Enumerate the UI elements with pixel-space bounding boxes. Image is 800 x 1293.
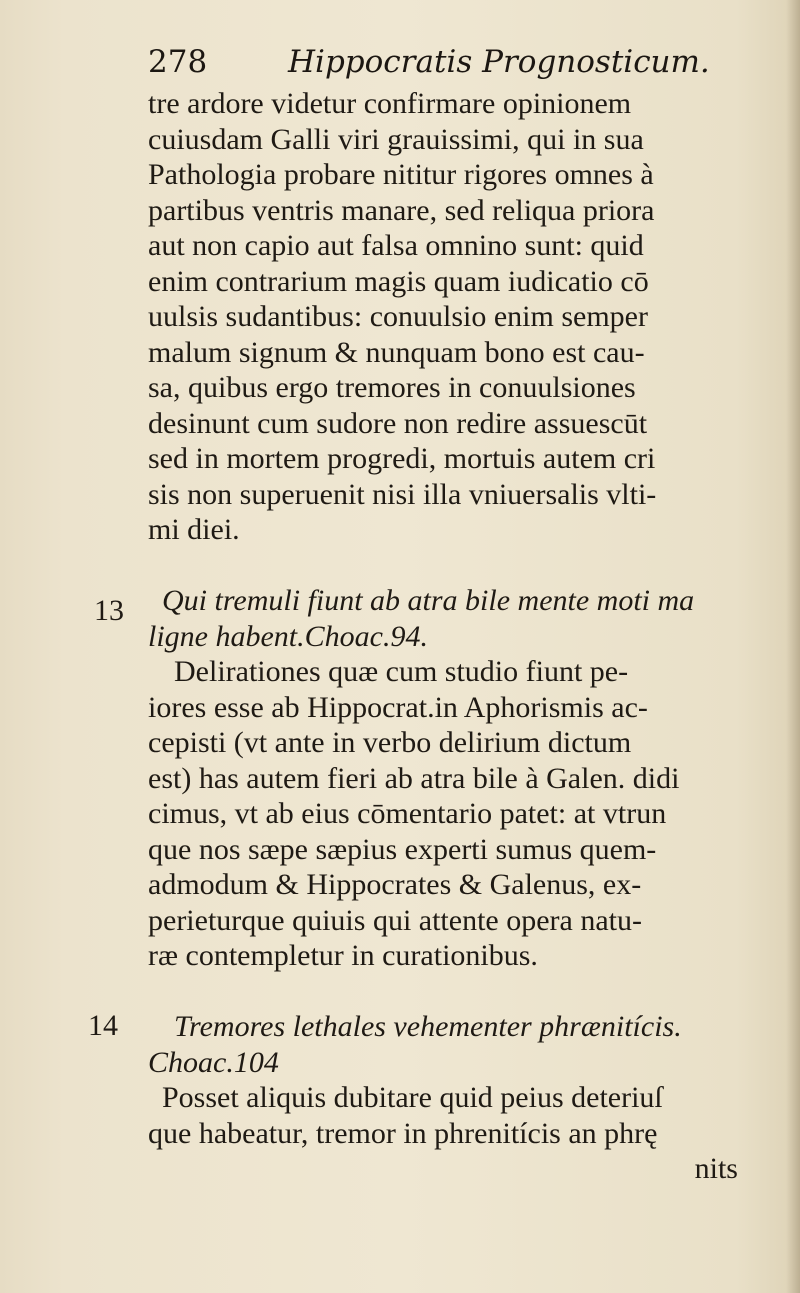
paragraph-1	[148, 86, 738, 548]
text-line: tre ardore videtur confirmare opinionem	[148, 87, 632, 120]
text-line: malum signum & nunquam bono est cau-	[148, 335, 645, 369]
section-heading-line: Tremores lethales vehementer phrænitícis.	[174, 1010, 682, 1043]
section-heading-line: Choac.104	[148, 1045, 279, 1079]
text-line: que habeatur, tremor in phrenitícis an phrę	[148, 1116, 658, 1150]
page-header	[148, 44, 748, 86]
text-line: mi diei.	[148, 513, 240, 546]
text-line: que nos sæpe sæpius experti sumus quem-	[148, 832, 657, 866]
text-line: partibus ventris manare, sed reliqua priora	[148, 193, 655, 227]
text-line: uulsis sudantibus: conuulsio enim semper	[148, 300, 648, 333]
text-line: cepisti (vt ante in verbo delirium dictum	[148, 726, 632, 759]
margin-number-14: 14	[88, 1009, 118, 1042]
text-line: admodum & Hippocrates & Galenus, ex-	[148, 868, 642, 901]
running-title: Hippocratis Prognosticum.	[288, 44, 710, 80]
catchword: nits	[694, 1152, 738, 1185]
text-line: desinunt cum sudore non redire assuescūt	[148, 406, 648, 440]
text-line: sis non superuenit nisi illa vniuersalis vlti-	[148, 477, 657, 511]
text-line: Pathologia probare nititur rigores omnes à	[148, 158, 654, 191]
margin-number-13: 13	[94, 594, 124, 627]
text-line: cuiusdam Galli viri grauissimi, qui in sua	[148, 122, 644, 156]
text-line: enim contrarium magis quam iudicatio cō	[148, 264, 649, 298]
text-line: est) has autem fieri ab atra bile à Galen. didi	[148, 761, 680, 795]
text-line: iores esse ab Hippocrat.in Aphorismis ac-	[148, 690, 648, 724]
text-line: ræ contempletur in curationibus.	[148, 939, 538, 972]
page-edge-shadow	[786, 0, 800, 1293]
text-line: aut non capio aut falsa omnino sunt: quid	[148, 229, 644, 262]
section-heading-line: Qui tremuli fiunt ab atra bile mente moti ma	[162, 584, 695, 617]
text-line: sed in mortem progredi, mortuis autem cri	[148, 442, 656, 475]
section-14	[148, 1009, 738, 1187]
text-line: Posset aliquis dubitare quid peius deteriuſ	[162, 1081, 663, 1114]
page-number: 278	[148, 44, 208, 80]
text-line: Delirationes quæ cum studio fiunt pe-	[174, 655, 629, 688]
text-line: perieturque quiuis qui attente opera natu-	[148, 903, 642, 937]
section-heading-line: ligne habent.Choac.94.	[148, 619, 428, 653]
section-13	[148, 583, 738, 974]
text-line: sa, quibus ergo tremores in conuulsiones	[148, 371, 636, 404]
text-line: cimus, vt ab eius cōmentario patet: at vtrun	[148, 797, 667, 830]
